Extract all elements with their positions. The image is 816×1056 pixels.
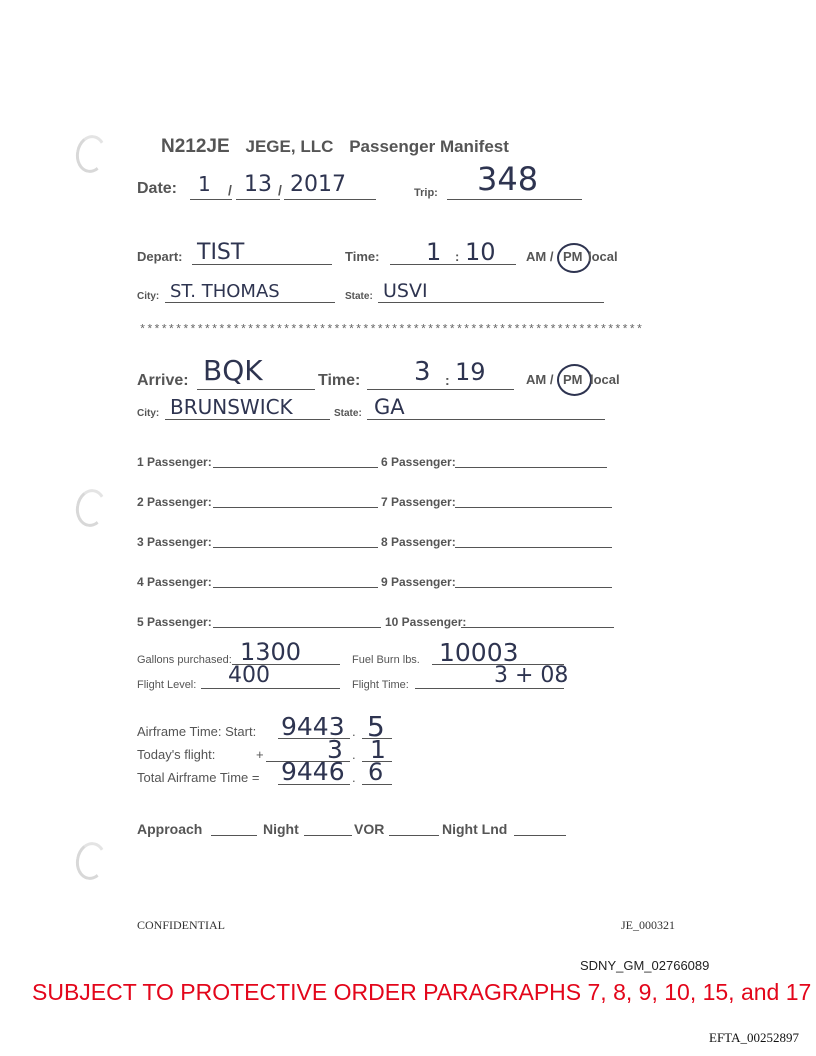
depart-time-label: Time: xyxy=(345,249,380,264)
passenger-7-field[interactable] xyxy=(455,507,612,508)
flight-level-value[interactable]: 400 xyxy=(228,663,270,688)
passenger-10-label: 10 Passenger: xyxy=(385,615,467,629)
am-pm-label: AM / xyxy=(526,372,554,387)
protective-order-notice: SUBJECT TO PROTECTIVE ORDER PARAGRAPHS 7, 8, 9, 10, 15, and 17 xyxy=(32,979,812,1005)
passenger-9-label: 9 Passenger: xyxy=(381,575,456,589)
vor-label: VOR xyxy=(354,821,385,837)
trip-number[interactable]: 348 xyxy=(477,160,539,198)
todays-flight-label: Today's flight: xyxy=(137,747,216,762)
passenger-4-field[interactable] xyxy=(213,587,378,588)
bates-number: JE_000321 xyxy=(621,918,675,932)
todays-flight-decimal[interactable]: 1 xyxy=(370,735,386,764)
depart-city-label: City: xyxy=(137,291,160,302)
night-label: Night xyxy=(263,821,299,837)
binder-hole xyxy=(73,133,109,176)
depart-hour[interactable]: 1 xyxy=(426,238,442,266)
sdny-number: SDNY_GM_02766089 xyxy=(580,958,710,973)
night-landing-field[interactable] xyxy=(514,835,566,836)
decimal-point: . xyxy=(352,770,356,785)
trip-label: Trip: xyxy=(414,187,438,199)
total-airframe-label: Total Airframe Time = xyxy=(137,770,260,785)
arrive-city-label: City: xyxy=(137,408,160,419)
depart-state[interactable]: USVI xyxy=(383,280,428,302)
passenger-5-label: 5 Passenger: xyxy=(137,615,212,629)
passenger-2-label: 2 Passenger: xyxy=(137,495,212,509)
decimal-point: . xyxy=(352,747,356,762)
binder-hole xyxy=(73,840,109,883)
depart-airport[interactable]: TIST xyxy=(197,240,245,265)
pm-option[interactable]: PM xyxy=(563,372,583,387)
passenger-6-field[interactable] xyxy=(455,467,607,468)
passenger-2-field[interactable] xyxy=(213,507,378,508)
gallons-value[interactable]: 1300 xyxy=(240,638,302,666)
manifest-header xyxy=(161,136,509,158)
plus-sign: + xyxy=(256,747,264,762)
depart-label: Depart: xyxy=(137,249,183,264)
separator-stars: ********************************************************************** xyxy=(139,323,644,337)
date-separator: / xyxy=(228,182,232,198)
arrive-state-label: State: xyxy=(334,408,362,419)
arrive-hour[interactable]: 3 xyxy=(414,357,431,387)
fuel-burn-label: Fuel Burn lbs. xyxy=(352,654,420,666)
passenger-3-field[interactable] xyxy=(213,547,378,548)
date-month[interactable]: 1 xyxy=(198,172,211,196)
total-airframe-whole[interactable]: 9446 xyxy=(281,757,345,786)
time-colon: : xyxy=(455,249,460,264)
arrive-time-label: Time: xyxy=(318,372,361,389)
depart-minute[interactable]: 10 xyxy=(465,238,496,266)
arrive-city[interactable]: BRUNSWICK xyxy=(170,395,293,419)
date-label: Date: xyxy=(137,180,178,197)
binder-hole xyxy=(73,487,109,530)
passenger-1-field[interactable] xyxy=(213,467,378,468)
passenger-1-label: 1 Passenger: xyxy=(137,455,212,469)
airframe-start-decimal[interactable]: 5 xyxy=(367,710,385,743)
time-colon: : xyxy=(445,372,450,388)
approach-label: Approach xyxy=(137,821,203,837)
airframe-start-whole[interactable]: 9443 xyxy=(281,712,345,741)
pm-option[interactable]: PM xyxy=(563,249,583,264)
night-landing-label: Night Lnd xyxy=(442,821,508,837)
date-day[interactable]: 13 xyxy=(244,172,272,197)
passenger-5-field[interactable] xyxy=(213,627,381,628)
am-pm-label: AM / xyxy=(526,249,554,264)
passenger-4-label: 4 Passenger: xyxy=(137,575,212,589)
passenger-10-field[interactable] xyxy=(461,627,614,628)
vor-field[interactable] xyxy=(389,835,439,836)
passenger-9-field[interactable] xyxy=(455,587,612,588)
date-year[interactable]: 2017 xyxy=(290,172,346,197)
arrive-label: Arrive: xyxy=(137,372,189,389)
flight-level-label: Flight Level: xyxy=(137,679,197,691)
confidential-label: CONFIDENTIAL xyxy=(137,918,225,932)
night-field[interactable] xyxy=(304,835,352,836)
passenger-7-label: 7 Passenger: xyxy=(381,495,456,509)
flight-time-label: Flight Time: xyxy=(352,679,409,691)
arrive-state[interactable]: GA xyxy=(374,395,405,419)
arrive-airport[interactable]: BQK xyxy=(203,354,263,387)
total-airframe-decimal[interactable]: 6 xyxy=(368,758,384,786)
passenger-6-label: 6 Passenger: xyxy=(381,455,456,469)
local-label: local xyxy=(590,372,620,387)
date-separator: / xyxy=(278,182,282,198)
decimal-point: . xyxy=(352,724,356,739)
tail-number: N212JE xyxy=(161,136,230,157)
flight-time-value[interactable]: 3 + 08 xyxy=(494,663,569,688)
gallons-label: Gallons purchased: xyxy=(137,654,232,666)
depart-state-label: State: xyxy=(345,291,373,302)
passenger-8-label: 8 Passenger: xyxy=(381,535,456,549)
arrive-minute[interactable]: 19 xyxy=(455,358,486,386)
depart-city[interactable]: ST. THOMAS xyxy=(170,281,280,302)
passenger-8-field[interactable] xyxy=(455,547,612,548)
passenger-3-label: 3 Passenger: xyxy=(137,535,212,549)
airframe-start-label: Airframe Time: Start: xyxy=(137,724,257,739)
local-label: local xyxy=(588,249,618,264)
fuel-burn-value[interactable]: 10003 xyxy=(439,638,519,667)
todays-flight-whole[interactable]: 3 xyxy=(327,735,343,764)
form-title: Passenger Manifest xyxy=(349,137,509,156)
company-name: JEGE, LLC xyxy=(245,137,334,156)
approach-field[interactable] xyxy=(211,835,257,836)
efta-number: EFTA_00252897 xyxy=(709,1030,799,1045)
